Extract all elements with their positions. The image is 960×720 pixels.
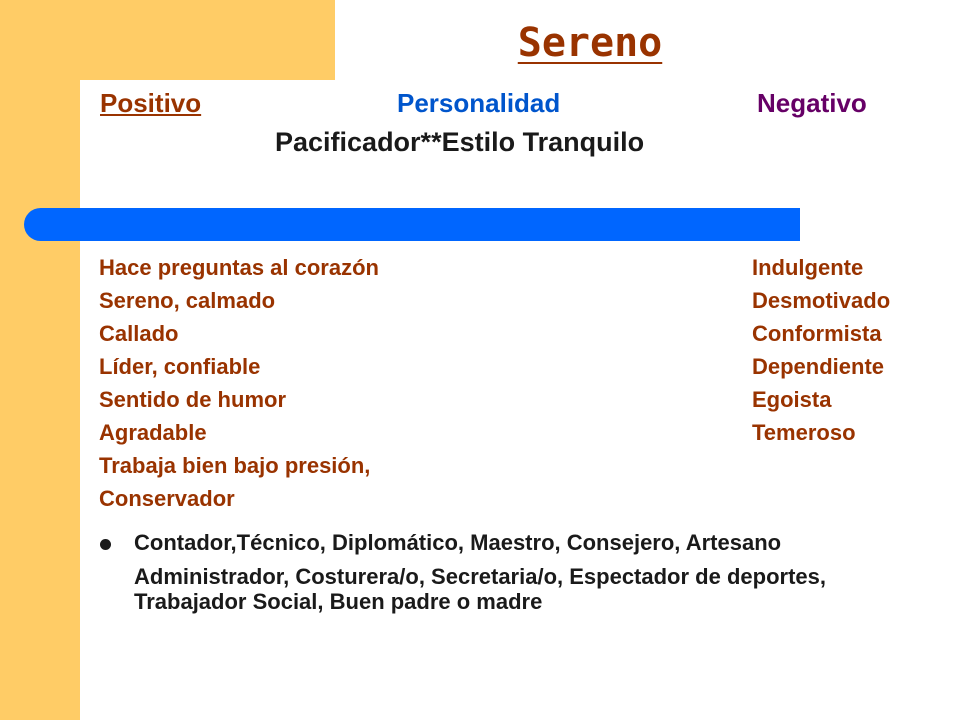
positive-trait: Trabaja bien bajo presión, — [99, 453, 371, 478]
negative-trait: Indulgente — [752, 255, 864, 280]
positive-trait: Líder, confiable — [99, 354, 261, 379]
negative-trait: Desmotivado — [752, 288, 891, 313]
positive-traits-list — [99, 251, 379, 515]
professions-line-1: Contador,Técnico, Diplomático, Maestro, Consejero, Artesano — [134, 530, 782, 555]
slide-title: Sereno — [517, 20, 663, 66]
positive-trait: Callado — [99, 321, 179, 346]
positive-trait: Conservador — [99, 486, 235, 511]
negative-trait: Egoista — [752, 387, 832, 412]
left-accent-bar — [0, 0, 80, 720]
positive-trait: Hace preguntas al corazón — [99, 255, 379, 280]
bullet-icon — [100, 539, 111, 550]
header-positivo: Positivo — [100, 88, 202, 118]
negative-trait: Dependiente — [752, 354, 885, 379]
header-negativo: Negativo — [757, 88, 867, 118]
divider-bar — [24, 208, 800, 241]
negative-trait: Conformista — [752, 321, 882, 346]
positive-trait: Sereno, calmado — [99, 288, 276, 313]
positive-trait: Sentido de humor — [99, 387, 286, 412]
positive-trait: Agradable — [99, 420, 207, 445]
negative-trait: Temeroso — [752, 420, 856, 445]
negative-traits-list — [752, 251, 890, 449]
header-personalidad: Personalidad — [397, 88, 561, 118]
professions-line-2: Administrador, Costurera/o, Secretaria/o, Espectador de deportes, Trabajador Social, Buen padre o madre — [134, 564, 826, 614]
slide-subtitle: Pacificador**Estilo Tranquilo — [275, 127, 645, 157]
